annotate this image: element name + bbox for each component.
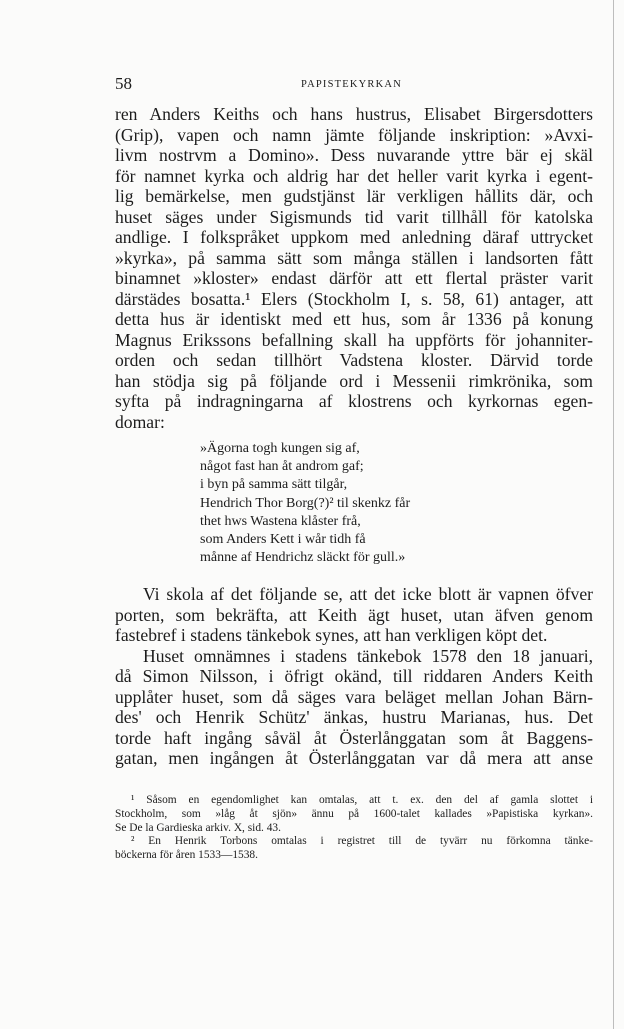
poem-line: »Ägorna togh kungen sig af, xyxy=(200,441,360,456)
page-header xyxy=(115,74,591,98)
text-line: Vi skola af det följande se, att det icke blott är vapnen öfver xyxy=(143,584,593,604)
footnote-1-line: ¹ Såsom en egendomlighet kan omtalas, att t. ex. den del af gamla slottet i xyxy=(131,794,593,806)
text-line: porten, som bekräfta, att Keith ägt huset, utan äfven genom xyxy=(115,604,593,625)
text-line: därstädes bosatta.¹ Elers (Stockholm I, s. 58, 61) antager, att xyxy=(115,288,593,309)
text-line: Magnus Erikssons befallning skall ha uppförts för johanniter- xyxy=(115,329,593,350)
page-edge-rule xyxy=(613,0,614,1029)
footnote-2-line: böckerna för åren 1533—1538. xyxy=(115,849,258,862)
text-line: des' och Henrik Schütz' änkas, hustru Marianas, hus. Det xyxy=(115,707,593,727)
text-line: lig bemärkelse, men gudstjänst lär verkligen hållits där, och xyxy=(115,186,593,206)
text-line: upplåter huset, som då säges vara beläget mellan Johan Bärn- xyxy=(115,686,593,707)
poem-quotation xyxy=(200,440,520,567)
poem-line: Hendrich Thor Borg(?)² til skenkz får xyxy=(200,495,411,511)
footnotes xyxy=(115,794,593,863)
text-line: då Simon Nilsson, i öfrigt okänd, till riddaren Anders Keith xyxy=(115,666,593,686)
text-line: torde haft ingång såväl åt Österlånggatan som åt Baggens- xyxy=(115,727,593,748)
text-line: »kyrka», på samma sätt som många ställen i landsorten fått xyxy=(115,247,593,268)
text-line: detta hus är identiskt med ett hus, som år 1336 på konung xyxy=(115,309,593,329)
text-line: binamnet »kloster» endast därför att ett flertal präster varit xyxy=(115,268,593,288)
text-line: orden och sedan tillhört Vadstena kloster. Därvid torde xyxy=(115,350,593,370)
text-line: ren Anders Keiths och hans hustrus, Elisabet Birgersdotters xyxy=(115,104,593,124)
paragraphs-2-3 xyxy=(115,584,593,769)
poem-line: något fast han åt androm gaf; xyxy=(200,459,364,475)
text-line: Huset omnämnes i stadens tänkebok 1578 den 18 januari, xyxy=(143,645,593,666)
footnote-1-line: Se De la Gardieska arkiv. X, sid. 43. xyxy=(115,821,281,834)
text-line: domar: xyxy=(115,411,165,432)
footnote-1-line: Stockholm, som »låg åt sjön» ännu på 1600-talet kallades »Papistiska kyrkan». xyxy=(115,807,593,820)
poem-line: thet hws Wastena klåster frå, xyxy=(200,513,361,529)
text-line: för namnet kyrka och aldrig har det heller varit kyrka i egent- xyxy=(115,165,593,186)
running-head: PAPISTEKYRKAN xyxy=(301,79,402,90)
text-line: livm nostrvm a Domino». Dess nuvarande yttre bär ej skäl xyxy=(115,145,593,165)
text-line: fastebref i stadens tänkebok synes, att han verkligen köpt det. xyxy=(115,625,548,645)
text-line: huset säges under Sigismunds tid varit tillhåll för katolska xyxy=(115,206,593,227)
text-line: gatan, men ingången åt Österlånggatan var då mera att anse xyxy=(115,748,593,768)
text-line: syfta på indragningarna af klostrens och kyrkornas egen- xyxy=(115,391,593,411)
footnote-2-line: ² En Henrik Torbons omtalas i registret till de tyvärr nu förkomna tänke- xyxy=(131,835,593,848)
poem-line: som Anders Kett i wår tidh få xyxy=(200,532,366,548)
text-line: andlige. I folkspråket uppkom med anledning däraf uttrycket xyxy=(115,227,593,247)
paragraph-1 xyxy=(115,104,593,432)
page-number: 58 xyxy=(115,74,132,93)
text-line: (Grip), vapen och namn jämte följande inskription: »Avxi- xyxy=(115,124,593,145)
poem-line: i byn på samma sätt tilgår, xyxy=(200,477,348,493)
poem-line: månne af Hendrichz släckt för gull.» xyxy=(200,550,406,566)
text-line: han stödja sig på följande ord i Messenii rimkrönika, som xyxy=(115,370,593,391)
